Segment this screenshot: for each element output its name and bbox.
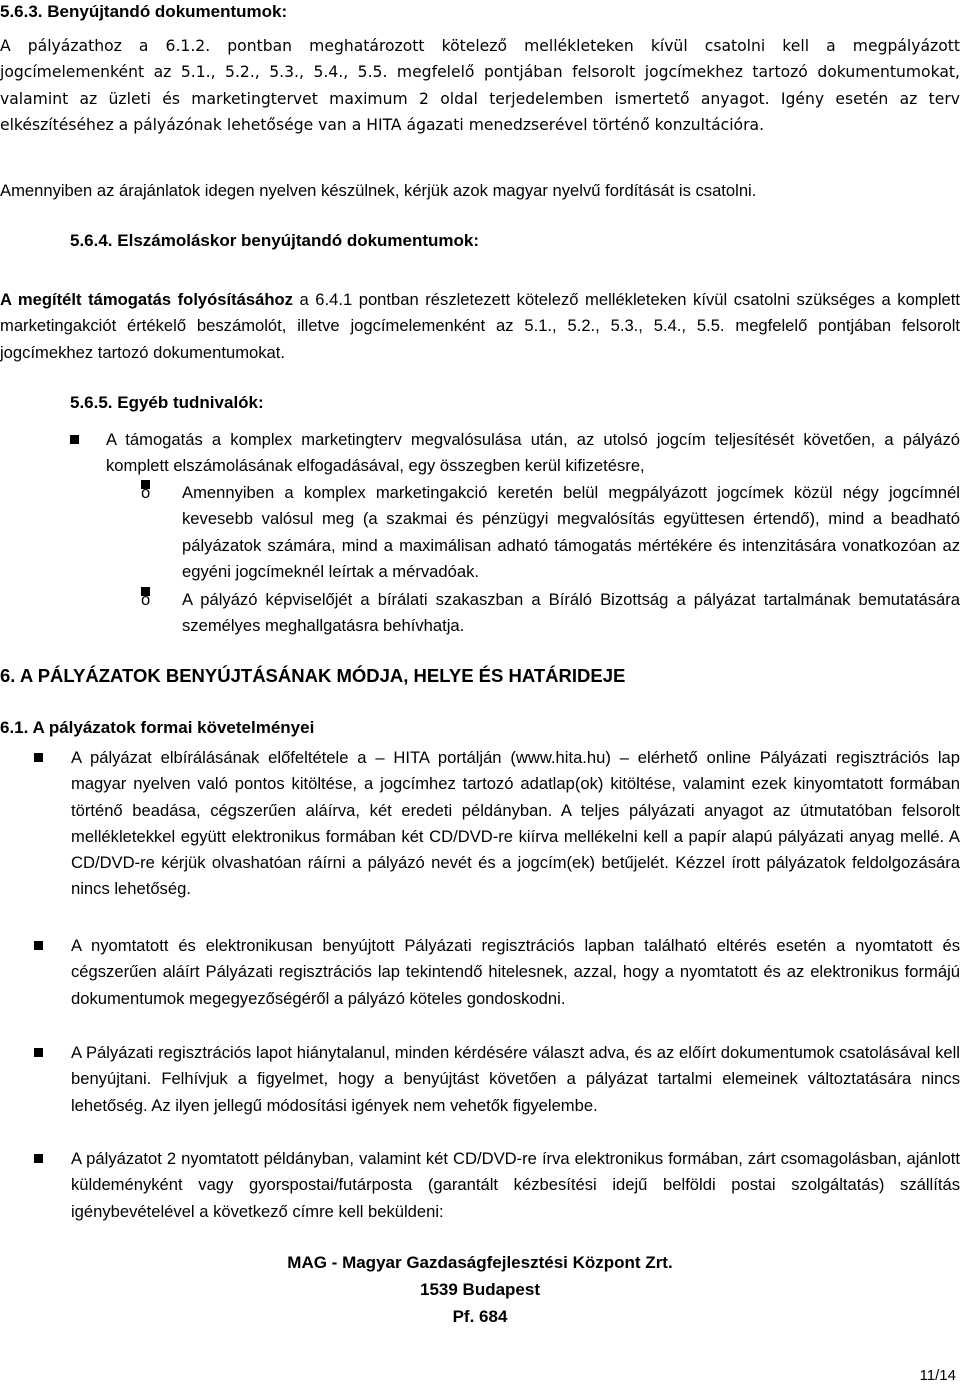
- circle-bullet-icon: o: [141, 587, 150, 596]
- bullet-text: A pályázatot 2 nyomtatott példányban, valamint két CD/DVD-re írva elektronikus formában, zárt csomagolásban, ajánlott küldeményként vagy gyorspostai/futárposta (garantált kézbesítési idejű belföldi postai szolgáltatás) szállítás igénybevételével a következő címre kell beküldeni:: [71, 1149, 960, 1221]
- sub-bullet-text: A pályázó képviselőjét a bírálati szakaszban a Bíráló Bizottság a pályázat tartalmának bemutatására személyes meghallgatásra behívhatja.: [182, 590, 960, 636]
- section-6-1-title: 6.1. A pályázatok formai követelményei: [0, 718, 315, 737]
- square-bullet-icon: [34, 1048, 43, 1057]
- section-5-6-3-paragraph-2: Amennyiben az árajánlatok idegen nyelven készülnek, kérjük azok magyar nyelvű fordítását is csatolni.: [0, 181, 757, 200]
- square-bullet-icon: [34, 753, 43, 762]
- section-5-6-4-lead-bold: A megítélt támogatás folyósításához: [0, 290, 293, 309]
- bullet-text: A támogatás a komplex marketingterv megvalósulása után, az utolsó jogcím teljesítését követően, a pályázó komplett elszámolásának elfogadásával, egy összegben kerül kifizetésre,: [106, 430, 960, 476]
- list-item: [70, 427, 960, 487]
- list-item: [141, 587, 960, 642]
- square-bullet-icon: [70, 435, 79, 444]
- section-5-6-5-title: 5.6.5. Egyéb tudnivalók:: [70, 393, 264, 412]
- list-item: [141, 480, 960, 590]
- section-5-6-4-paragraph: [0, 287, 960, 366]
- sub-bullet-text: Amennyiben a komplex marketingakció keretén belül megpályázott jogcímek közül négy jogcímnél kevesebb valósul meg (a szakmai és pénzügyi megvalósítás együttesen értendő), mind a beadható pályázatok számára, mind a maximálisan adható támogatás mértékére és intenzitására vonatkozóan az egyéni jogcímeknél leírtak a mérvadóak.: [182, 483, 960, 581]
- list-item: [34, 1146, 960, 1226]
- list-item: [34, 745, 960, 930]
- square-bullet-icon: [34, 941, 43, 950]
- section-5-6-4-title: 5.6.4. Elszámoláskor benyújtandó dokumentumok:: [70, 231, 480, 250]
- list-item: [34, 933, 960, 1038]
- address-line-1: MAG - Magyar Gazdaságfejlesztési Központ Zrt.: [287, 1253, 673, 1272]
- circle-bullet-icon: o: [141, 480, 150, 489]
- square-bullet-icon: [34, 1154, 43, 1163]
- list-item: [34, 1040, 960, 1145]
- section-5-6-4-lead-rest: a 6.4.1 pontban részletezett kötelező mellékleteken kívül csatolni szükséges a komplett marketingakciót értékelő beszámolót, illetve jogcímelemenként az 5.1., 5.2., 5.3., 5.4., 5.5. megfelelő pontjában felsorolt jogcímekhez tartozó dokumentumokat.: [0, 290, 960, 362]
- address-line-2: 1539 Budapest: [420, 1280, 540, 1299]
- section-5-6-3-title: 5.6.3. Benyújtandó dokumentumok:: [0, 2, 288, 21]
- bullet-text: A Pályázati regisztrációs lapot hiánytalanul, minden kérdésére választ adva, és az előírt dokumentumok csatolásával kell benyújtani. Felhívjuk a figyelmet, hogy a benyújtást követően a pályázat tartalmi elemeinek változtatására nincs lehetőség. Az ilyen jellegű módosítási igények nem vehetők figyelembe.: [71, 1043, 960, 1115]
- bullet-text: A pályázat elbírálásának előfeltétele a – HITA portálján (www.hita.hu) – elérhető online Pályázati regisztrációs lap magyar nyelven való pontos kitöltése, a jogcímhez tartozó adatlap(ok) kitöltése, valamint ezek kinyomtatott formában történő beadása, cégszerűen aláírva, két eredeti példányban. A teljes pályázati anyagot az útmutatóban felsorolt mellékletekkel együtt elektronikus formában két CD/DVD-re kiírva mellékelni kell a papír alapú pályázati anyag mellé. A CD/DVD-re kérjük olvashatóan ráírni a pályázó nevét és a jogcím(ek) betűjelét. Kézzel írott pályázatok feldolgozására nincs lehetőség.: [71, 748, 960, 899]
- bullet-text: A nyomtatott és elektronikusan benyújtott Pályázati regisztrációs lapban található eltérés esetén a nyomtatott és cégszerűen aláírt Pályázati regisztrációs lap tekintendő hitelesnek, azzal, hogy a nyomtatott és az elektronikus formájú dokumentumok megegyezőségéről a pályázó köteles gondoskodni.: [71, 936, 960, 1008]
- address-line-3: Pf. 684: [452, 1307, 508, 1326]
- section-5-6-3-paragraph-1: A pályázathoz a 6.1.2. pontban meghatározott kötelező mellékleteken kívül csatolni kell a megpályázott jogcímelemenként az 5.1., 5.2., 5.3., 5.4., 5.5. megfelelő pontjában felsorolt jogcímekhez tartozó dokumentumokat, valamint az üzleti és marketingtervet maximum 2 oldal terjedelemben ismertető anyagot. Igény esetén az terv elkészítéséhez a pályázónak lehetősége van a HITA ágazati menedzserével történő konzultációra.: [0, 37, 960, 134]
- page-number: 11/14: [919, 1367, 956, 1384]
- section-6-title: 6. A PÁLYÁZATOK BENYÚJTÁSÁNAK MÓDJA, HELYE ÉS HATÁRIDEJE: [0, 665, 626, 686]
